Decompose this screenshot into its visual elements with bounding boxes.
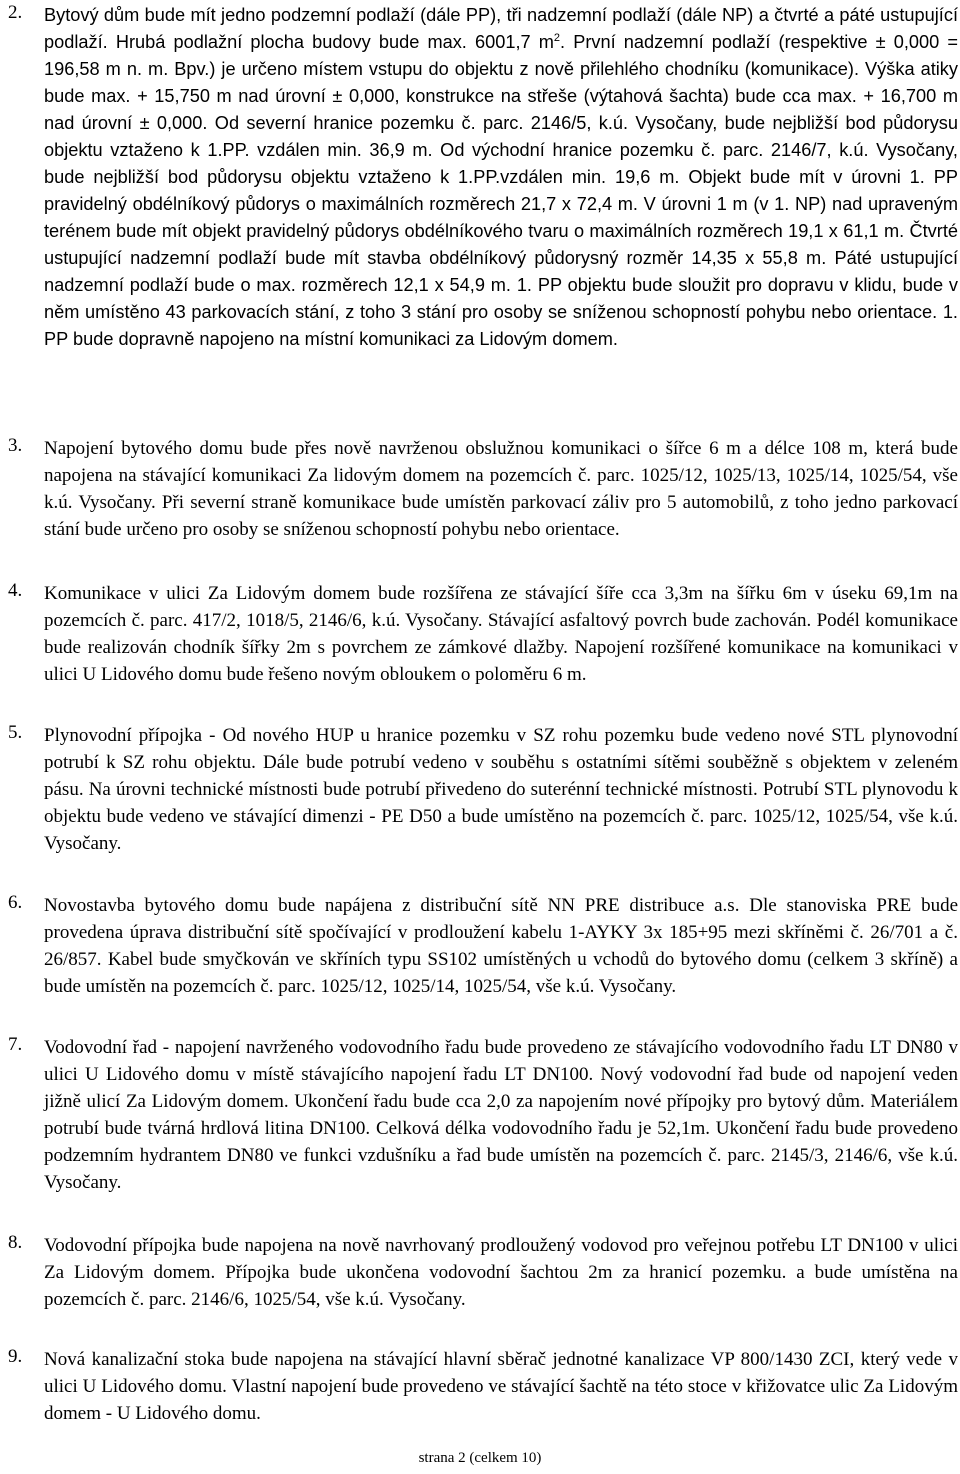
item-text: Bytový dům bude mít jedno podzemní podlaží (dále PP), tři nadzemní podlaží (dále NP) a čtvrté a páté ustupující podlaží. Hrubá podlažní plocha budovy bude max. 6001,7 $m^2$. První nadzemní podlaží (respektive ± 0,000 = 196,58 m n. m. Bpv.) je určeno místem vstupu do objektu z nově přilehlého chodníku (komunikace). Výška atiky bude max. + 15,750 m nad úrovní ± 0,000, konstrukce na střeše (výtahová šachta) bude cca max. + 16,700 m nad úrovní ± 0,000. Od severní hranice pozemku č. parc. 2146/5, k.ú. Vysočany, bude nejbližší bod půdorysu objektu vztaženo k 1.PP. vzdálen min. 36,9 m. Od východní hranice pozemku č. parc. 2146/7, k.ú. Vysočany, bude nejbližší bod půdorysu objektu vztaženo k 1.PP.vzdálen min. 19,6 m. Objekt bude mít v úrovni 1. PP pravidelný obdélníkový půdorys o maximálních rozměrech 21,7 x 72,4 m. V úrovni 1 m (v 1. NP) nad upraveným terénem bude mít objekt pravidelný půdorys obdélníkového tvaru o maximálních rozměrech 19,1 x 61,1 m. Čtvrté ustupující nadzemní podlaží bude mít stavba obdélníkový půdorysný rozměr 14,35 x 55,8 m. Páté ustupující nadzemní podlaží bude o max. rozměrech 12,1 x 54,9 m. 1. PP objektu bude sloužit pro dopravu v klidu, bude v něm umístěno 43 parkovacích stání, z toho 3 stání pro osoby se sníženou schopností pohybu nebo orientace. 1. PP bude dopravně napojeno na místní komunikaci za Lidovým domem. [44,5,958,349]
item-number: 3. [8,435,23,456]
item-number: 7. [8,1034,23,1055]
item-text: Napojení bytového domu bude přes nově navrženou obslužnou komunikaci o šířce 6 m a délce 108 m, která bude napojena na stávající komunikaci Za lidovým domem na pozemcích č. parc. 1025/12, 1025/13, 1025/14, 1025/54, vše k.ú. Vysočany. Při severní straně komunikace bude umístěn parkovací záliv pro 5 automobilů, z toho jedno parkovací stání bude určeno pro osoby se sníženou schopností pohybu nebo orientace. [44,438,958,540]
item-text: Vodovodní řad - napojení navrženého vodovodního řadu bude provedeno ze stávajícího vodovodního řadu LT DN80 v ulici U Lidového domu v místě stávajícího napojení řadu LT DN100. Nový vodovodní řad bude od napojení veden jižně ulicí Za Lidovým domem. Ukončení řadu bude cca 2,0 za napojením nové přípojky pro bytový dům. Materiálem potrubí bude tvárná hrdlová litina DN100. Celková délka vodovodního řadu je 52,1m. Ukončení řadu bude provedeno podzemním hydrantem DN80 ve funkci vzdušníku a řad bude umístěn na pozemcích č. parc. 2145/3, 2146/6, vše k.ú. Vysočany. [44,1037,958,1193]
item-text: Plynovodní přípojka - Od nového HUP u hranice pozemku v SZ rohu pozemku bude vedeno nové STL plynovodní potrubí k SZ rohu objektu. Dále bude potrubí vedeno v souběhu s ostatními sítěmi souběžně s objektem v zeleném pásu. Na úrovni technické místnosti bude potrubí přivedeno do suterénní technické místnosti. Potrubí STL plynovodu k objektu bude vedeno ve stávající dimenzi - PE D50 a bude umístěno na pozemcích č. parc. 1025/12, 1025/54, vše k.ú. Vysočany. [44,725,958,854]
superscript: 2 [553,31,561,44]
item-text: Vodovodní přípojka bude napojena na nově navrhovaný prodloužený vodovod pro veřejnou potřebu LT DN100 v ulici Za Lidovým domem. Přípojka bude ukončena vodovodní šachtou 2m za hranicí pozemku. a bude umístěna na pozemcích č. parc. 2146/6, 1025/54, vše k.ú. Vysočany. [44,1235,958,1310]
item-number: 6. [8,892,23,913]
item-number: 5. [8,722,23,743]
item-text: Komunikace v ulici Za Lidovým domem bude rozšířena ze stávající šíře cca 3,3m na šířku 6m v úseku 69,1m na pozemcích č. parc. 417/2, 1018/5, 2146/6, k.ú. Vysočany. Stávající asfaltový povrch bude zachován. Podél komunikace bude realizován chodník šířky 2m s povrchem ze zámkové dlažby. Napojení rozšířené komunikace na komunikaci v ulici U Lidového domu bude řešeno novým obloukem o poloměru 6 m. [44,583,958,685]
item-text: Novostavba bytového domu bude napájena z distribuční sítě NN PRE distribuce a.s. Dle stanoviska PRE bude provedena úprava distribuční sítě spočívající v prodloužení kabelu 1-AYKY 3x 185+95 mezi skříněmi č. 26/701 a č. 26/857. Kabel bude smyčkován ve skříních typu SS102 umístěných u vchodů do bytového domu (celkem 3 skříně) a bude umístěn na pozemcích č. parc. 1025/12, 1025/14, 1025/54, vše k.ú. Vysočany. [44,895,958,997]
item-text: Nová kanalizační stoka bude napojena na stávající hlavní sběrač jednotné kanalizace VP 800/1430 ZCI, který vede v ulici U Lidového domu. Vlastní napojení bude provedeno ve stávající šachtě na této stoce v křižovatce ulic Za Lidovým domem - U Lidového domu. [44,1349,958,1424]
item-number: 2. [8,2,23,23]
item-number: 9. [8,1346,23,1367]
item-number: 4. [8,580,23,601]
item-number: 8. [8,1232,23,1253]
page-footer: strana 2 (celkem 10) [418,1450,542,1466]
